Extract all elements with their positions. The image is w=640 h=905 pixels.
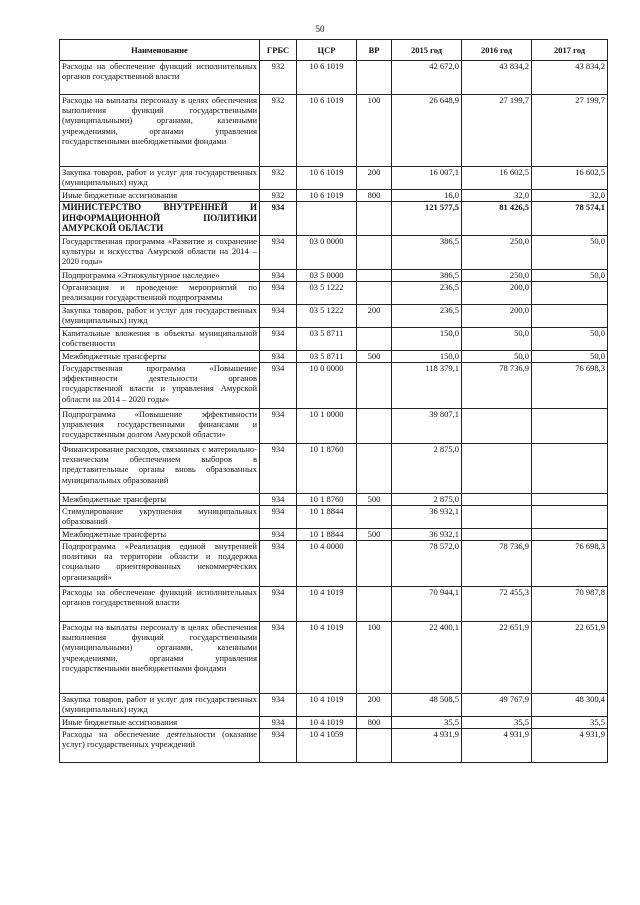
cell-name: Подпрограмма «Этнокультурное наследие» [60, 270, 260, 282]
cell-vr: 800 [357, 717, 392, 729]
table-row [60, 282, 608, 305]
cell-2015: 42 672,0 [392, 61, 462, 95]
cell-grbs: 932 [260, 167, 297, 190]
cell-csr: 03 5 0000 [297, 270, 357, 282]
cell-2016: 200,0 [462, 305, 532, 328]
cell-2015: 121 577,5 [392, 202, 462, 236]
cell-2016: 50,0 [462, 328, 532, 351]
cell-name: Расходы на выплаты персоналу в целях обеспечения выполнения функций государственными (муниципальными) органами, казенными учреждениями, органами управления государственными внебюджетными фондами [60, 95, 260, 167]
cell-2017 [532, 409, 608, 444]
cell-csr: 10 4 1019 [297, 622, 357, 694]
table-row [60, 729, 608, 763]
cell-2015: 2 875,0 [392, 444, 462, 494]
cell-2017: 78 574,1 [532, 202, 608, 236]
cell-csr: 10 1 8760 [297, 444, 357, 494]
cell-2016: 250,0 [462, 270, 532, 282]
cell-2017 [532, 494, 608, 506]
table-row [60, 328, 608, 351]
cell-2017: 27 199,7 [532, 95, 608, 167]
cell-vr: 800 [357, 190, 392, 202]
cell-2017 [532, 529, 608, 541]
cell-2015: 78 572,0 [392, 541, 462, 587]
cell-2017: 4 931,9 [532, 729, 608, 763]
cell-grbs: 932 [260, 95, 297, 167]
table-row [60, 202, 608, 236]
cell-name: Расходы на обеспечение функций исполнительных органов государственной власти [60, 61, 260, 95]
cell-grbs: 934 [260, 236, 297, 270]
cell-vr [357, 282, 392, 305]
cell-csr: 03 5 8711 [297, 351, 357, 363]
table-row [60, 351, 608, 363]
cell-2016: 72 455,3 [462, 587, 532, 622]
table-row [60, 95, 608, 167]
cell-2017: 50,0 [532, 351, 608, 363]
cell-name: Расходы на обеспечение функций исполнительных органов государственной власти [60, 587, 260, 622]
cell-name: Закупка товаров, работ и услуг для государственных (муниципальных) нужд [60, 694, 260, 717]
cell-name: Межбюджетные трансферты [60, 494, 260, 506]
table-row [60, 622, 608, 694]
cell-2015: 236,5 [392, 282, 462, 305]
cell-grbs: 934 [260, 494, 297, 506]
column-header-csr: ЦСР [297, 40, 357, 61]
cell-grbs: 934 [260, 622, 297, 694]
cell-2016: 81 426,5 [462, 202, 532, 236]
table-row [60, 190, 608, 202]
table-row [60, 167, 608, 190]
cell-2016 [462, 409, 532, 444]
cell-csr: 03 5 1222 [297, 282, 357, 305]
cell-2015: 118 379,1 [392, 363, 462, 409]
column-header-name: Наименование [60, 40, 260, 61]
cell-2017: 48 300,4 [532, 694, 608, 717]
cell-csr: 10 6 1019 [297, 61, 357, 95]
cell-name: Иные бюджетные ассигнования [60, 190, 260, 202]
cell-csr: 10 4 1019 [297, 694, 357, 717]
cell-2015: 36 932,1 [392, 529, 462, 541]
cell-vr [357, 541, 392, 587]
cell-csr: 10 6 1019 [297, 190, 357, 202]
cell-vr [357, 270, 392, 282]
cell-2017 [532, 305, 608, 328]
cell-2015: 36 932,1 [392, 506, 462, 529]
cell-vr [357, 409, 392, 444]
cell-name: Иные бюджетные ассигнования [60, 717, 260, 729]
cell-csr [297, 202, 357, 236]
cell-name: Организация и проведение мероприятий по реализации государственной подпрограммы [60, 282, 260, 305]
cell-vr: 500 [357, 494, 392, 506]
cell-2015: 4 931,9 [392, 729, 462, 763]
cell-grbs: 934 [260, 305, 297, 328]
cell-vr [357, 328, 392, 351]
cell-2015: 150,0 [392, 328, 462, 351]
cell-2016: 35,5 [462, 717, 532, 729]
cell-2015: 70 944,1 [392, 587, 462, 622]
cell-grbs: 934 [260, 541, 297, 587]
cell-name: Государственная программа «Повышение эффективности деятельности органов государственной власти и управления Амурской области на 2014 – 2020 годы» [60, 363, 260, 409]
cell-vr [357, 587, 392, 622]
cell-grbs: 934 [260, 270, 297, 282]
cell-2015: 386,5 [392, 270, 462, 282]
table-row [60, 305, 608, 328]
page-number: 50 [315, 24, 325, 34]
budget-table [59, 39, 608, 763]
cell-2016: 50,0 [462, 351, 532, 363]
cell-2016: 78 736,9 [462, 363, 532, 409]
cell-2017: 43 834,2 [532, 61, 608, 95]
cell-csr: 10 0 0000 [297, 363, 357, 409]
cell-2017 [532, 506, 608, 529]
cell-grbs: 934 [260, 587, 297, 622]
table-row [60, 587, 608, 622]
cell-grbs: 934 [260, 529, 297, 541]
cell-grbs: 934 [260, 363, 297, 409]
cell-grbs: 934 [260, 506, 297, 529]
cell-name: Закупка товаров, работ и услуг для государственных (муниципальных) нужд [60, 167, 260, 190]
cell-vr [357, 236, 392, 270]
cell-2017: 50,0 [532, 328, 608, 351]
cell-name: МИНИСТЕРСТВО ВНУТРЕННЕЙ И ИНФОРМАЦИОННОЙ ПОЛИТИКИ АМУРСКОЙ ОБЛАСТИ [60, 202, 260, 236]
cell-2017 [532, 282, 608, 305]
cell-2017: 32,0 [532, 190, 608, 202]
cell-2017: 22 651,9 [532, 622, 608, 694]
cell-grbs: 934 [260, 729, 297, 763]
cell-csr: 10 6 1019 [297, 95, 357, 167]
cell-csr: 10 1 8844 [297, 506, 357, 529]
cell-name: Капитальные вложения в объекты муниципальной собственности [60, 328, 260, 351]
cell-vr: 500 [357, 351, 392, 363]
cell-2017: 76 698,3 [532, 541, 608, 587]
cell-2015: 386,5 [392, 236, 462, 270]
cell-2016 [462, 444, 532, 494]
table-row [60, 409, 608, 444]
cell-grbs: 934 [260, 282, 297, 305]
cell-2016: 27 199,7 [462, 95, 532, 167]
table-row [60, 529, 608, 541]
cell-vr: 200 [357, 305, 392, 328]
table-row [60, 494, 608, 506]
cell-2016: 16 602,5 [462, 167, 532, 190]
table-row [60, 541, 608, 587]
cell-vr [357, 363, 392, 409]
cell-2016: 32,0 [462, 190, 532, 202]
cell-2015: 16 007,1 [392, 167, 462, 190]
cell-2015: 39 807,1 [392, 409, 462, 444]
cell-2015: 48 508,5 [392, 694, 462, 717]
cell-2016: 78 736,9 [462, 541, 532, 587]
cell-csr: 03 0 0000 [297, 236, 357, 270]
cell-2017: 70 987,8 [532, 587, 608, 622]
cell-2017: 76 698,3 [532, 363, 608, 409]
cell-2017: 50,0 [532, 236, 608, 270]
cell-vr: 100 [357, 95, 392, 167]
cell-2015: 236,5 [392, 305, 462, 328]
cell-grbs: 934 [260, 328, 297, 351]
cell-csr: 10 4 1019 [297, 717, 357, 729]
table-row [60, 61, 608, 95]
cell-grbs: 934 [260, 444, 297, 494]
table-row [60, 270, 608, 282]
cell-2016 [462, 494, 532, 506]
column-header-vr: ВР [357, 40, 392, 61]
cell-grbs: 934 [260, 717, 297, 729]
table-row [60, 717, 608, 729]
cell-vr [357, 202, 392, 236]
column-header-2016: 2016 год [462, 40, 532, 61]
cell-2015: 26 648,9 [392, 95, 462, 167]
cell-grbs: 932 [260, 190, 297, 202]
cell-vr: 200 [357, 694, 392, 717]
cell-2016: 22 651,9 [462, 622, 532, 694]
cell-grbs: 934 [260, 351, 297, 363]
cell-2015: 35,5 [392, 717, 462, 729]
cell-name: Подпрограмма «Повышение эффективности управления государственными финансами и государственным долгом Амурской области» [60, 409, 260, 444]
cell-name: Государственная программа «Развитие и сохранение культуры и искусства Амурской области на 2014 – 2020 годы» [60, 236, 260, 270]
cell-grbs: 934 [260, 202, 297, 236]
table-header-row [60, 40, 608, 61]
cell-2015: 16,0 [392, 190, 462, 202]
cell-grbs: 932 [260, 61, 297, 95]
cell-vr [357, 506, 392, 529]
cell-name: Подпрограмма «Реализация единой внутренней политики на территории области и поддержка социально ориентированных некоммерческих организаций» [60, 541, 260, 587]
cell-2016: 43 834,2 [462, 61, 532, 95]
cell-name: Расходы на обеспечение деятельности (оказание услуг) государственных учреждений [60, 729, 260, 763]
table-row [60, 694, 608, 717]
table-row [60, 444, 608, 494]
cell-csr: 10 4 0000 [297, 541, 357, 587]
cell-2017: 16 602,5 [532, 167, 608, 190]
cell-csr: 10 1 8760 [297, 494, 357, 506]
cell-csr: 10 6 1019 [297, 167, 357, 190]
table-row [60, 363, 608, 409]
column-header-grbs: ГРБС [260, 40, 297, 61]
cell-grbs: 934 [260, 409, 297, 444]
cell-name: Межбюджетные трансферты [60, 529, 260, 541]
cell-2015: 22 400,1 [392, 622, 462, 694]
cell-2016 [462, 529, 532, 541]
cell-2016: 250,0 [462, 236, 532, 270]
table-row [60, 236, 608, 270]
cell-vr: 100 [357, 622, 392, 694]
cell-2015: 150,0 [392, 351, 462, 363]
cell-2017: 50,0 [532, 270, 608, 282]
cell-2016: 4 931,9 [462, 729, 532, 763]
cell-csr: 10 1 8844 [297, 529, 357, 541]
cell-vr: 500 [357, 529, 392, 541]
cell-2017 [532, 444, 608, 494]
cell-2017: 35,5 [532, 717, 608, 729]
cell-2016 [462, 506, 532, 529]
cell-csr: 10 4 1059 [297, 729, 357, 763]
cell-2016: 200,0 [462, 282, 532, 305]
cell-name: Расходы на выплаты персоналу в целях обеспечения выполнения функций государственными (муниципальными) органами, казенными учреждениями, органами управления государственными внебюджетными фондами [60, 622, 260, 694]
cell-2015: 2 875,0 [392, 494, 462, 506]
cell-grbs: 934 [260, 694, 297, 717]
cell-name: Межбюджетные трансферты [60, 351, 260, 363]
cell-csr: 03 5 1222 [297, 305, 357, 328]
cell-vr [357, 729, 392, 763]
cell-name: Финансирование расходов, связанных с материально-техническим обеспечением выборов в представительные органы вновь образованных муниципальных образований [60, 444, 260, 494]
cell-name: Стимулирование укрупнения муниципальных образований [60, 506, 260, 529]
cell-csr: 10 1 0000 [297, 409, 357, 444]
cell-csr: 03 5 8711 [297, 328, 357, 351]
cell-vr [357, 61, 392, 95]
column-header-2015: 2015 год [392, 40, 462, 61]
cell-2016: 49 767,9 [462, 694, 532, 717]
cell-vr [357, 444, 392, 494]
cell-vr: 200 [357, 167, 392, 190]
table-row [60, 506, 608, 529]
column-header-2017: 2017 год [532, 40, 608, 61]
cell-name: Закупка товаров, работ и услуг для государственных (муниципальных) нужд [60, 305, 260, 328]
cell-csr: 10 4 1019 [297, 587, 357, 622]
